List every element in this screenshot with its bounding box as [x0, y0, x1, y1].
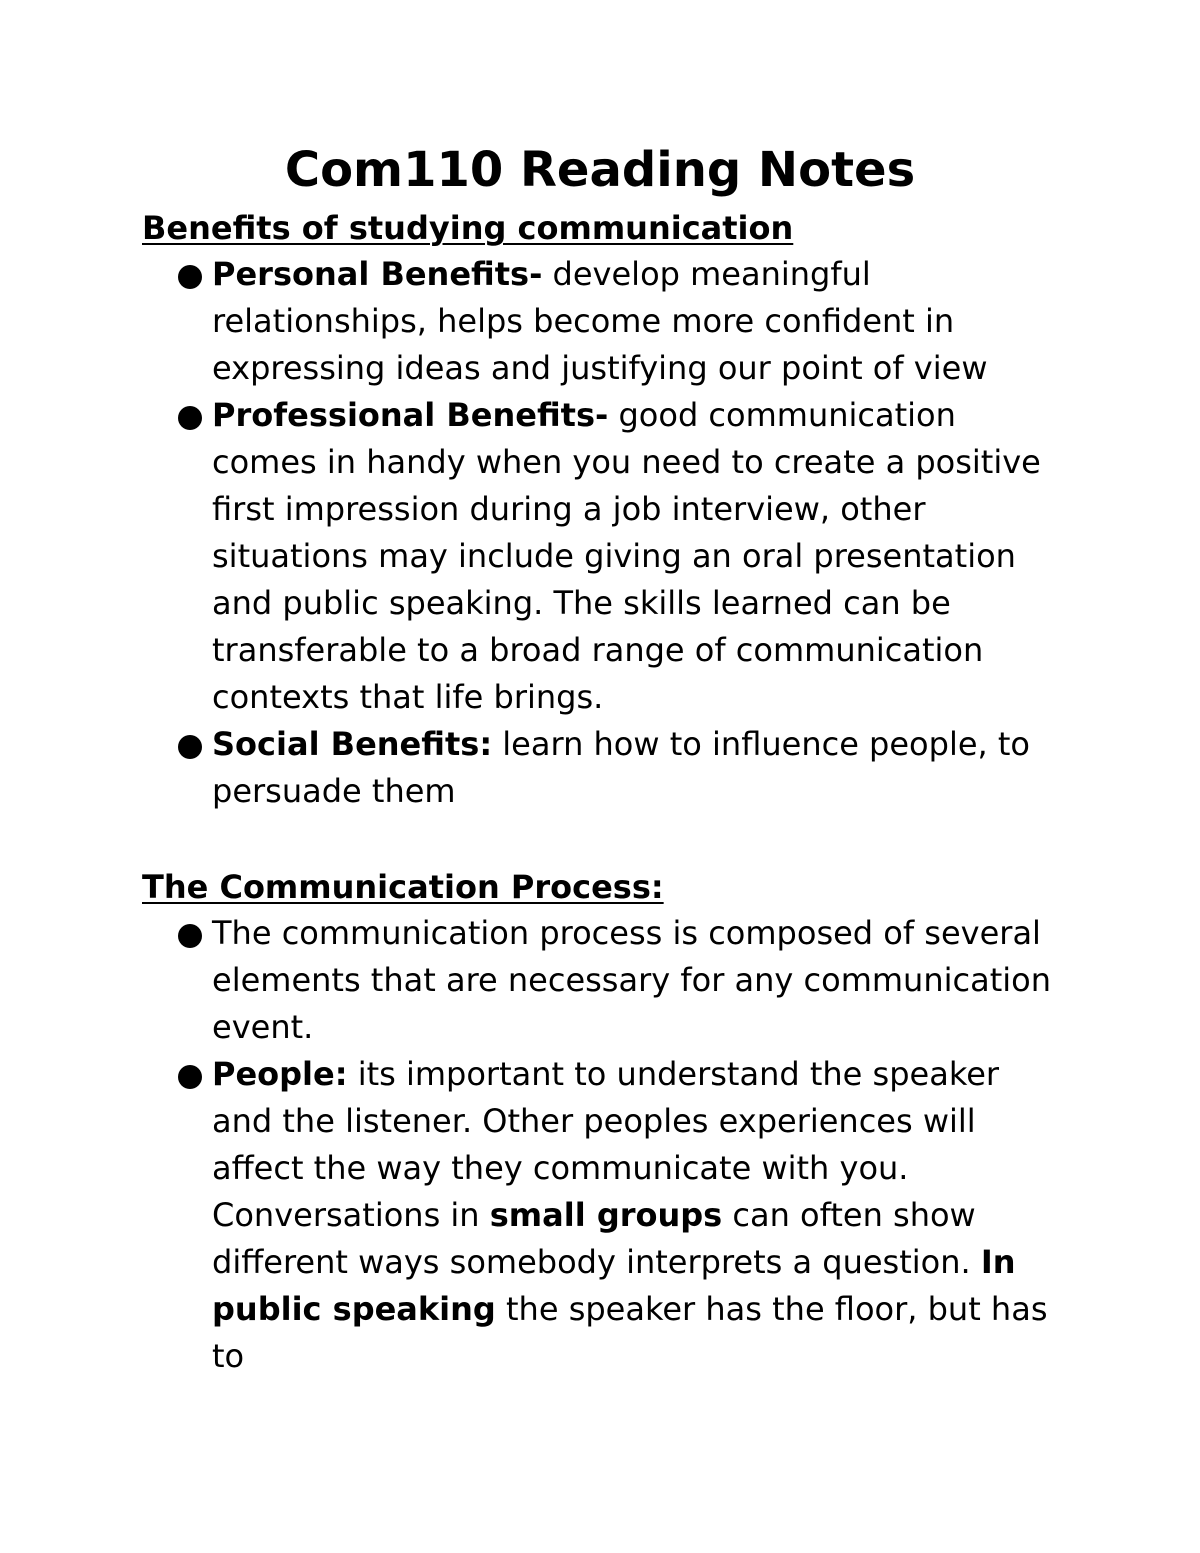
list-item-social-benefits [142, 721, 1062, 815]
text-people-3: the speaker has the floor, but has to [212, 1290, 1048, 1375]
section-heading-benefits: Benefits of studying communication [142, 209, 794, 247]
bullet-icon [178, 406, 202, 430]
text-people-2: can often show different ways somebody interprets a question. [212, 1196, 981, 1281]
section-heading-communication-process: The Communication Process: [142, 868, 664, 906]
list-item-personal-benefits [142, 251, 1062, 392]
bullet-icon [178, 735, 202, 759]
term-social-benefits: Social Benefits: [212, 725, 493, 763]
emphasis-small-groups: small groups [489, 1196, 723, 1234]
text-personal-benefits: develop meaningful relationships, helps become more confident in expressing ideas and justifying our point of view [212, 255, 988, 387]
benefits-list [142, 251, 1122, 815]
section-benefits [142, 205, 1122, 815]
emphasis-public-speaking: In public speaking [212, 1243, 1016, 1328]
text-professional-benefits: good communication comes in handy when you need to create a positive first impression during a job interview, other situations may include giving an oral presentation and public speaking. The skills learned can be transferable to a broad range of communication contexts that life brings. [212, 396, 1041, 716]
document-title: Com110 Reading Notes [284, 142, 916, 198]
bullet-icon [178, 265, 202, 289]
section-communication-process [142, 864, 1122, 1380]
bullet-icon [178, 1065, 202, 1089]
bullet-icon [178, 924, 202, 948]
text-process-overview: The communication process is composed of several elements that are necessary for any communication event. [212, 914, 1051, 1046]
term-people: People: [212, 1055, 348, 1093]
list-item-people [142, 1051, 1062, 1380]
term-personal-benefits: Personal Benefits- [212, 255, 543, 293]
term-professional-benefits: Professional Benefits- [212, 396, 609, 434]
list-item-professional-benefits [142, 392, 1062, 721]
text-people-1: its important to understand the speaker and the listener. Other peoples experiences will affect the way they communicate with you. Conversations in [212, 1055, 1000, 1234]
text-social-benefits: learn how to influence people, to persuade them [212, 725, 1030, 810]
list-item-process-overview [142, 910, 1062, 1051]
process-list [142, 910, 1122, 1380]
